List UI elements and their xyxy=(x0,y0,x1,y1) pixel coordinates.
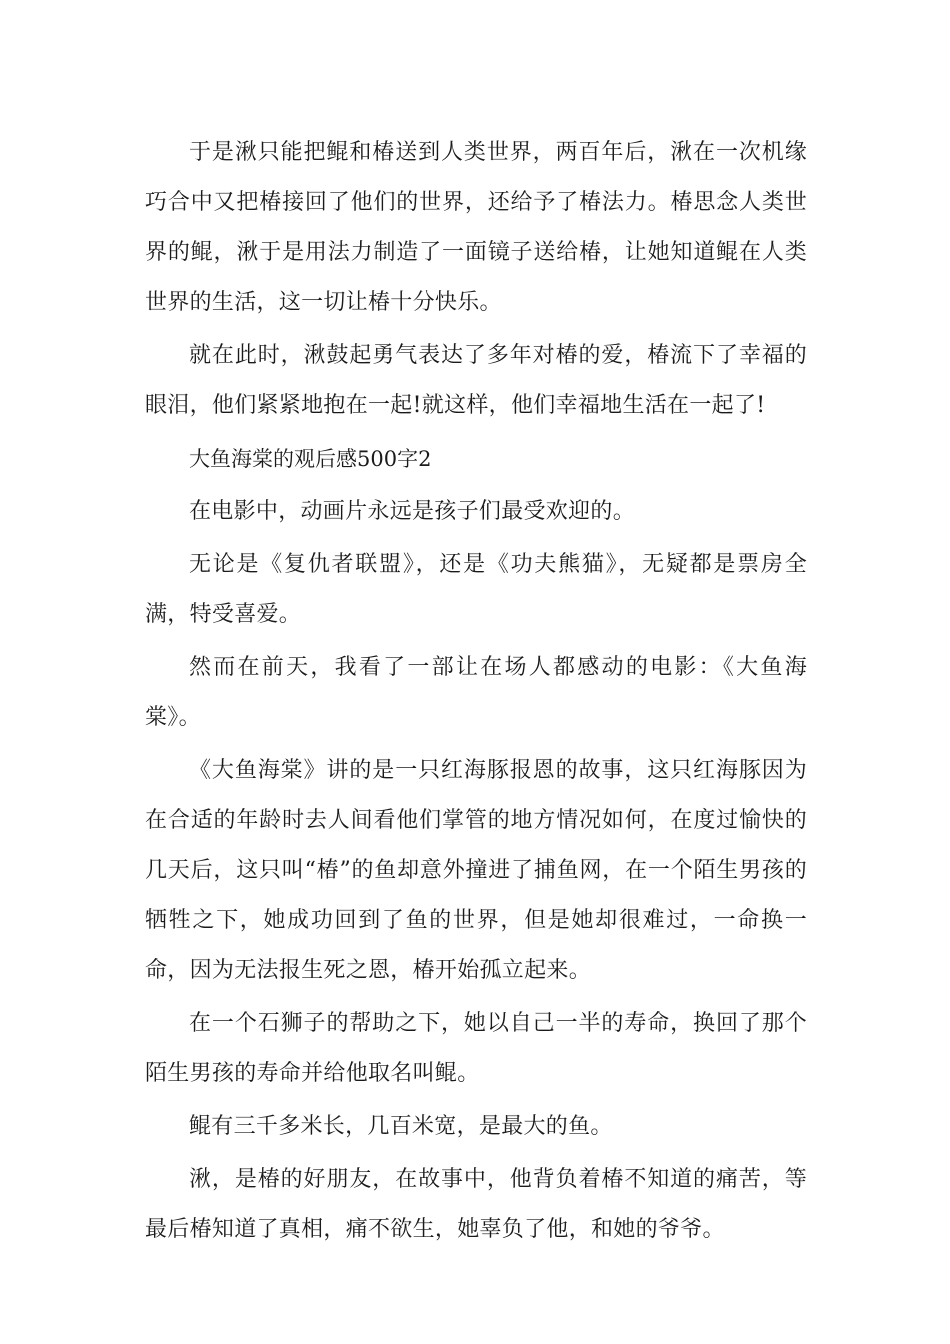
paragraph: 鲲有三千多米长，几百米宽，是最大的鱼。 xyxy=(189,1114,613,1139)
paragraph: 在一个石狮子的帮助之下，她以自己一半的寿命，换回了那个陌生男孩的寿命并给他取名叫鲲。 xyxy=(145,1011,807,1086)
paragraph: 于是湫只能把鲲和椿送到人类世界，两百年后，湫在一次机缘巧合中又把椿接回了他们的世界，还给予了椿法力。椿思念人类世界的鲲，湫于是用法力制造了一面镜子送给椿，让她知道鲲在人类世界的生活，这一切让椿十分快乐。 xyxy=(145,140,807,315)
paragraph: 然而在前天，我看了一部让在场人都感动的电影：《大鱼海棠》。 xyxy=(145,655,807,730)
section-title: 大鱼海棠的观后感500字2 xyxy=(189,447,432,471)
paragraph: 《大鱼海棠》讲的是一只红海豚报恩的故事，这只红海豚因为在合适的年龄时去人间看他们掌管的地方情况如何，在度过愉快的几天后，这只叫“椿”的鱼却意外撞进了捕鱼网，在一个陌生男孩的牺牲之下，她成功回到了鱼的世界，但是她却很难过，一命换一命，因为无法报生死之恩，椿开始孤立起来。 xyxy=(145,758,807,983)
paragraph: 在电影中，动画片永远是孩子们最受欢迎的。 xyxy=(189,499,636,524)
paragraph: 湫，是椿的好朋友，在故事中，他背负着椿不知道的痛苦，等最后椿知道了真相，痛不欲生，她辜负了他，和她的爷爷。 xyxy=(145,1167,807,1242)
document-body xyxy=(145,128,807,1258)
paragraph: 无论是《复仇者联盟》，还是《功夫熊猫》，无疑都是票房全满，特受喜爱。 xyxy=(145,552,807,627)
paragraph: 就在此时，湫鼓起勇气表达了多年对椿的爱，椿流下了幸福的眼泪，他们紧紧地抱在一起!就这样，他们幸福地生活在一起了! xyxy=(145,343,807,418)
